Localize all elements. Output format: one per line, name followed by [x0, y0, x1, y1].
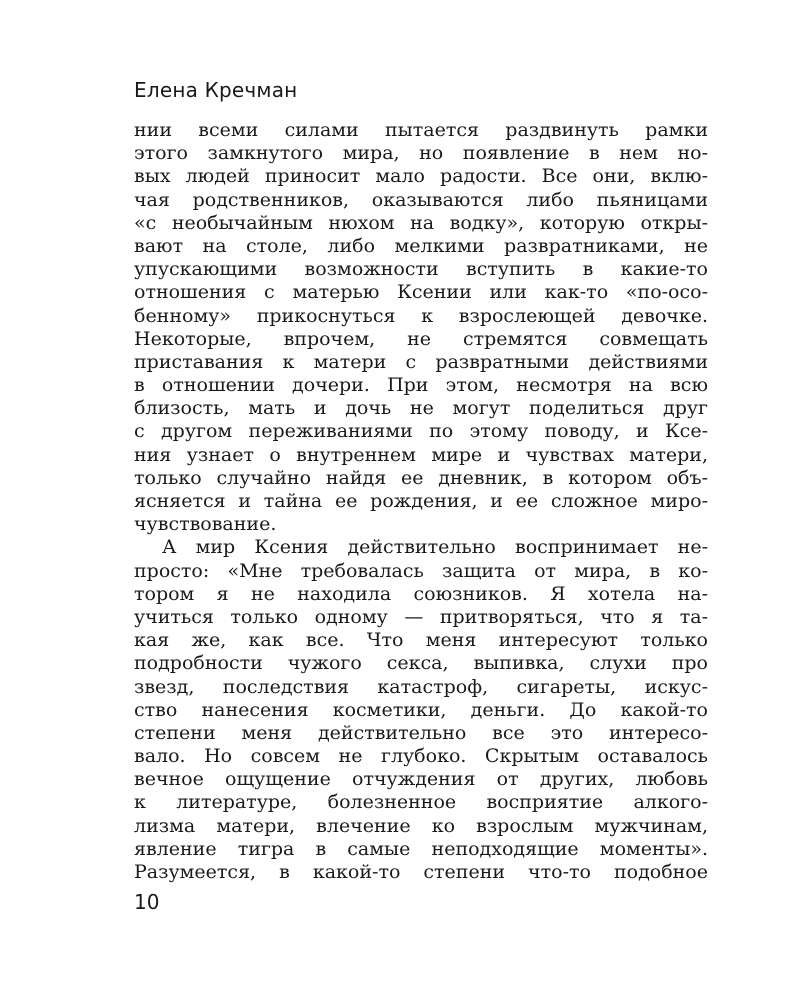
text-line: отношения с матерью Ксении или как-то «по-осо-	[134, 281, 708, 304]
text-line: приставания к матери с развратными действиями	[134, 350, 708, 373]
text-line: вых людей приносит мало радости. Все они, вклю-	[134, 165, 708, 188]
text-line: просто: «Мне требовалась защита от мира, в ко-	[134, 559, 708, 582]
text-line: тором я не находила союзников. Я хотела на-	[134, 582, 708, 605]
text-line: вают на столе, либо мелкими развратниками, не	[134, 234, 708, 257]
text-line: учиться только одному — притворяться, что я та-	[134, 605, 708, 628]
text-line: в отношении дочери. При этом, несмотря на всю	[134, 374, 708, 397]
text-line: упускающими возможности вступить в какие-то	[134, 258, 708, 281]
text-line: ство нанесения косметики, деньги. До какой-то	[134, 698, 708, 721]
text-line: нии всеми силами пытается раздвинуть рамки	[134, 119, 708, 141]
text-line: с другом переживаниями по этому поводу, и Ксе-	[134, 420, 708, 443]
text-line: А мир Ксения действительно воспринимает не-	[162, 536, 708, 559]
paragraph-2	[134, 536, 708, 884]
text-line: «с необычайным нюхом на водку», которую откры-	[134, 211, 708, 234]
text-line: бенному» прикоснуться к взрослеющей девочке.	[134, 304, 708, 327]
text-line: подробности чужого секса, выпивка, слухи про	[134, 652, 708, 675]
text-line: Разумеется, в какой-то степени что-то подобное	[134, 861, 708, 883]
text-line: близость, мать и дочь не могут поделиться друг	[134, 397, 708, 420]
text-line: Некоторые, впрочем, не стремятся совмещать	[134, 327, 708, 350]
running-head-author: Елена Кречман	[134, 78, 298, 102]
text-line: вало. Но совсем не глубоко. Скрытым оставалось	[134, 745, 708, 768]
text-line: ния узнает о внутреннем мире и чувствах матери,	[134, 443, 708, 466]
paragraph-1	[134, 119, 708, 536]
text-line: вечное ощущение отчуждения от других, любовь	[134, 768, 708, 791]
text-line: степени меня действительно все это интересо-	[134, 721, 708, 744]
text-line: только случайно найдя ее дневник, в котором объ-	[134, 466, 708, 489]
text-line: чая родственников, оказываются либо пьяницами	[134, 188, 708, 211]
text-line: к литературе, болезненное восприятие алкого-	[134, 791, 708, 814]
page-number: 10	[134, 890, 160, 914]
body-text	[134, 119, 708, 884]
text-line: лизма матери, влечение ко взрослым мужчинам,	[134, 814, 708, 837]
text-line: чувствование.	[134, 513, 277, 536]
text-line: явление тигра в самые неподходящие моменты».	[134, 837, 708, 860]
text-line: ясняется и тайна ее рождения, и ее сложное миро-	[134, 490, 708, 512]
text-line: звезд, последствия катастроф, сигареты, искус-	[134, 675, 708, 698]
text-line: этого замкнутого мира, но появление в нем но-	[134, 142, 708, 165]
text-line: кая же, как все. Что меня интересуют только	[134, 629, 708, 652]
